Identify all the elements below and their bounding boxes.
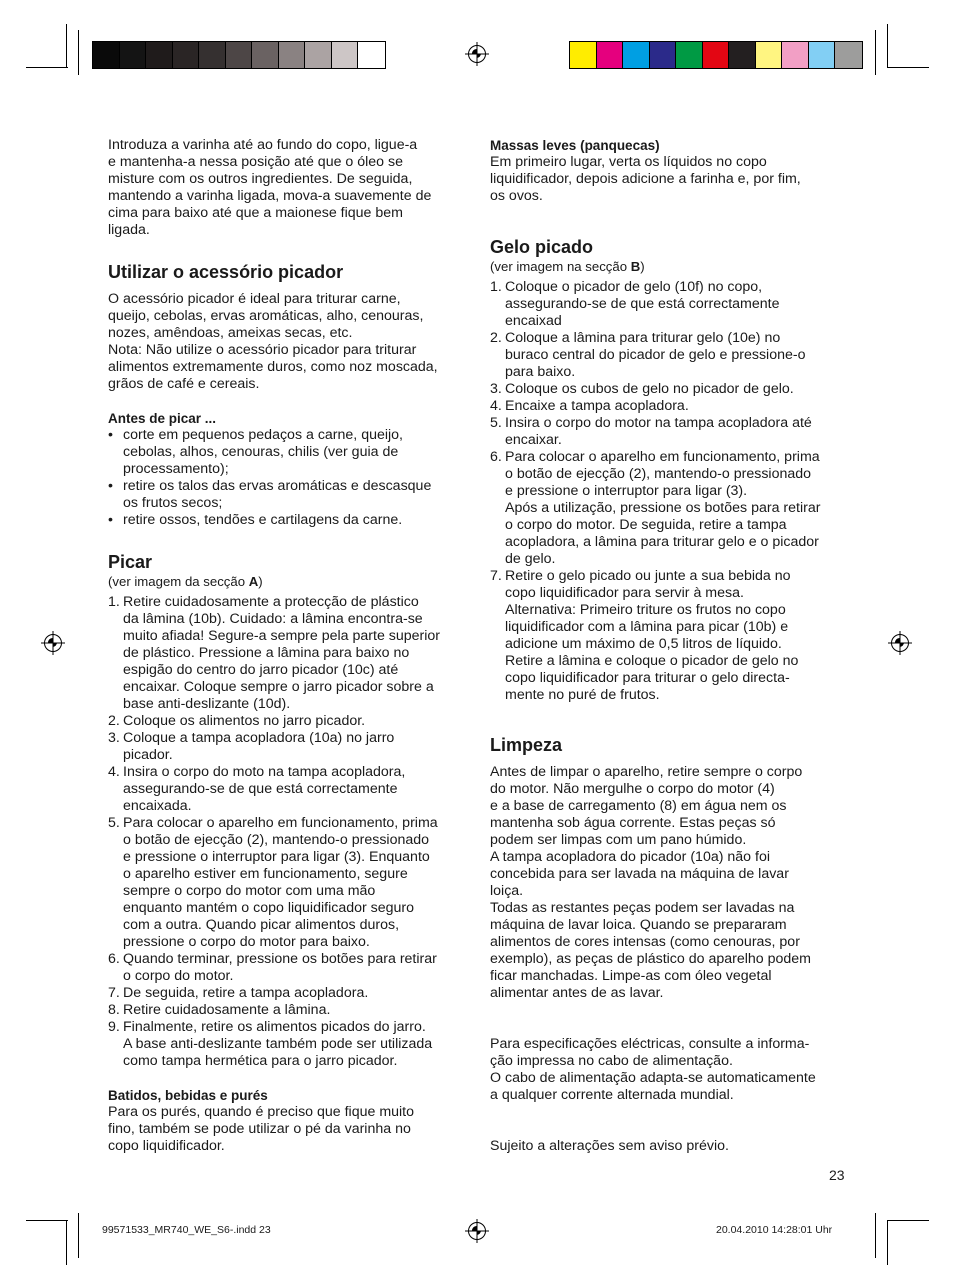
color-swatch (93, 42, 120, 68)
text-line: e pressione o interruptor para ligar (3). Enquanto (123, 849, 430, 865)
text-line: O cabo de alimentação adapta-se automaticamente (490, 1070, 816, 1086)
ref-text: ) (640, 259, 645, 274)
crop-mark (26, 1220, 68, 1221)
list-item (108, 427, 468, 478)
text-line: Encaixe a tampa acopladora. (505, 398, 689, 414)
text-line: da lâmina (10b). Cuidado: a lâmina encontra-se (123, 611, 423, 627)
text-line: queijo, cebolas, ervas aromáticas, alho, cenouras, (108, 308, 424, 324)
list-item (490, 415, 850, 449)
text-line: Para colocar o aparelho em funcionamento, prima (505, 449, 820, 465)
list-item (108, 985, 468, 1002)
chopper-heading: Utilizar o acessório picador (108, 262, 344, 282)
color-swatch (756, 42, 783, 68)
before-chopping-heading: Antes de picar ... (108, 411, 217, 426)
list-number: 7. (108, 985, 120, 1001)
footer-timestamp: 20.04.2010 14:28:01 Uhr (716, 1224, 833, 1236)
batter-heading: Massas leves (panquecas) (490, 138, 660, 153)
chop-section-reference (108, 573, 468, 590)
shakes-heading: Batidos, bebidas e purés (108, 1088, 268, 1103)
text-line: Após a utilização, pressione os botões para retirar (505, 500, 821, 516)
color-swatch (226, 42, 253, 68)
registration-mark-icon (891, 634, 909, 652)
text-line: encaixada. (123, 798, 192, 814)
color-swatch (676, 42, 703, 68)
color-swatch (279, 42, 306, 68)
text-line: Para os purés, quando é preciso que fique muito (108, 1104, 415, 1120)
ref-text: (ver imagem na secção (490, 259, 631, 274)
text-line: Coloque os cubos de gelo no picador de gelo. (505, 381, 794, 397)
list-item (490, 279, 850, 330)
text-line: fino, também se pode utilizar o pé da varinha no (108, 1121, 411, 1137)
process-color-bar (569, 41, 863, 69)
text-line: o corpo do motor. De seguida, retire a tampa (505, 517, 787, 533)
page-number: 23 (829, 1167, 845, 1183)
text-line: o botão de ejecção (2), mantendo-o pressionado (505, 466, 812, 482)
crop-mark (887, 24, 888, 68)
crop-mark (78, 30, 79, 75)
text-line: cebolas, alhos, cenouras, chilis (ver guia de (123, 444, 399, 460)
right-column (490, 137, 850, 1155)
text-line: do motor. Não mergulhe o corpo do motor (4) (490, 781, 775, 797)
text-line: copo liquidificador. (108, 1138, 225, 1154)
list-number: 4. (108, 764, 120, 780)
list-item (108, 1002, 468, 1019)
text-line: com a outra. Quando picar alimentos duros, (123, 917, 400, 933)
color-swatch (835, 42, 862, 68)
text-line: alimentar antes de as lavar. (490, 985, 664, 1001)
color-swatch (570, 42, 597, 68)
cleaning-text (490, 764, 850, 1002)
list-item (108, 1019, 468, 1070)
text-line: alimentos extremamente duros, como noz moscada, (108, 359, 438, 375)
text-line: Coloque os alimentos no jarro picador. (123, 713, 366, 729)
text-line: a qualquer corrente alternada mundial. (490, 1087, 734, 1103)
text-line: o corpo do motor. (123, 968, 234, 984)
list-item (490, 381, 850, 398)
text-line: os frutos secos; (123, 495, 223, 511)
text-line: Finalmente, retire os alimentos picados do jarro. (123, 1019, 426, 1035)
text-line: encaixar. (505, 432, 562, 448)
text-line: encaixar. Coloque sempre o jarro picador sobre a (123, 679, 434, 695)
text-line: loiça. (490, 883, 524, 899)
text-line: De seguida, retire a tampa acopladora. (123, 985, 369, 1001)
color-swatch (146, 42, 173, 68)
list-item (108, 594, 468, 713)
text-line: misture com os outros ingredientes. De seguida, (108, 171, 413, 187)
list-number: 8. (108, 1002, 120, 1018)
color-swatch (199, 42, 226, 68)
list-number: 6. (490, 449, 502, 465)
text-line: grãos de café e cereais. (108, 376, 260, 392)
text-line: máquina de lavar loica. Quando se prepararam (490, 917, 787, 933)
text-line: sempre o corpo do motor com uma mão (123, 883, 376, 899)
list-item (108, 764, 468, 815)
text-line: para baixo. (505, 364, 576, 380)
crop-mark (887, 67, 929, 68)
text-line: buraco central do picador de gelo e pressione-o (505, 347, 806, 363)
mayonnaise-instructions (108, 137, 468, 239)
before-chopping-list (108, 427, 468, 529)
list-number: 3. (490, 381, 502, 397)
text-line: de gelo. (505, 551, 556, 567)
list-item (108, 730, 468, 764)
color-swatch (305, 42, 332, 68)
list-number: 4. (490, 398, 502, 414)
list-item (108, 713, 468, 730)
list-number: 5. (490, 415, 502, 431)
text-line: assegurando-se de que está correctamente (123, 781, 398, 797)
text-line: Quando terminar, pressione os botões para retirar (123, 951, 437, 967)
text-line: Retire cuidadosamente a lâmina. (123, 1002, 331, 1018)
ref-letter: A (248, 574, 259, 589)
text-line: alimentos de cores intensas (como cenouras, por (490, 934, 800, 950)
text-line: Para colocar o aparelho em funcionamento, prima (123, 815, 438, 831)
list-number: 1. (490, 279, 502, 295)
text-line: retire os talos das ervas aromáticas e descasque (123, 478, 432, 494)
text-line: Nota: Não utilize o acessório picador para triturar (108, 342, 417, 358)
text-line: e mantenha-a nessa posição até que o óleo se (108, 154, 403, 170)
text-line: corte em pequenos pedaços a carne, queijo, (123, 427, 403, 443)
text-line: exemplo), as peças de plástico do aparelho podem (490, 951, 811, 967)
text-line: como tampa hermética para o jarro picador. (123, 1053, 398, 1069)
crop-mark (66, 24, 67, 68)
text-line: ficar manchadas. Limpe-as com óleo vegetal (490, 968, 772, 984)
list-item (490, 568, 850, 704)
crop-mark (887, 1220, 929, 1221)
text-line: os ovos. (490, 188, 543, 204)
ice-steps-list (490, 279, 850, 704)
text-line: adicione um máximo de 0,5 litros de líquido. (505, 636, 782, 652)
shakes-text (108, 1104, 468, 1155)
ref-letter: B (630, 259, 641, 274)
color-swatch (650, 42, 677, 68)
color-swatch (623, 42, 650, 68)
text-line: podem ser limpas com um pano húmido. (490, 832, 747, 848)
cleaning-heading: Limpeza (490, 735, 563, 755)
bullet-icon: • (108, 478, 113, 494)
list-item (490, 449, 850, 568)
text-line: liquidificador com a lâmina para picar (10b) e (505, 619, 789, 635)
list-item (108, 951, 468, 985)
text-line: assegurando-se de que está correctamente (505, 296, 780, 312)
text-line: Coloque a lâmina para triturar gelo (10e) no (505, 330, 781, 346)
bullet-icon: • (108, 512, 113, 528)
crop-mark (78, 1213, 79, 1258)
text-line: Coloque a tampa acopladora (10a) no jarro (123, 730, 395, 746)
text-line: pressione o corpo do motor para baixo. (123, 934, 370, 950)
grayscale-color-bar (92, 41, 386, 69)
list-item (490, 398, 850, 415)
color-swatch (782, 42, 809, 68)
list-item (490, 330, 850, 381)
registration-mark-icon (468, 45, 486, 63)
color-swatch (809, 42, 836, 68)
text-line: Coloque o picador de gelo (10f) no copo, (505, 279, 763, 295)
electrical-text (490, 1036, 850, 1104)
text-line: copo liquidificador para triturar o gelo directa- (505, 670, 790, 686)
text-line: Retire o gelo picado ou junte a sua bebida no (505, 568, 791, 584)
text-line: e pressione o interruptor para ligar (3). (505, 483, 748, 499)
text-line: o aparelho estiver em funcionamento, segure (123, 866, 408, 882)
text-line: acopladora, a lâmina para triturar gelo e o picador (505, 534, 819, 550)
color-swatch (703, 42, 730, 68)
list-number: 7. (490, 568, 502, 584)
list-number: 5. (108, 815, 120, 831)
text-line: O acessório picador é ideal para triturar carne, (108, 291, 401, 307)
list-number: 2. (490, 330, 502, 346)
color-swatch (173, 42, 200, 68)
batter-text (490, 154, 850, 205)
text-line: Todas as restantes peças podem ser lavadas na (490, 900, 795, 916)
text-line: Antes de limpar o aparelho, retire sempre o corpo (490, 764, 803, 780)
crop-mark (66, 1220, 67, 1265)
text-line: nozes, amêndoas, ameixas secas, etc. (108, 325, 353, 341)
text-line: o botão de ejecção (2), mantendo-o pressionado (123, 832, 430, 848)
crushed-ice-heading: Gelo picado (490, 237, 594, 257)
left-column (108, 137, 468, 1155)
text-line: de plástico. Pressione a lâmina para baixo no (123, 645, 410, 661)
notice-text: Sujeito a alterações sem aviso prévio. (490, 1138, 729, 1154)
text-line: cima para baixo até que a maionese fique bem (108, 205, 403, 221)
text-line: Retire cuidadosamente a protecção de plástico (123, 594, 419, 610)
crop-mark (875, 30, 876, 75)
text-line: encaixad (505, 313, 562, 329)
ref-text: (ver imagem da secção (108, 574, 249, 589)
text-line: e a base de carregamento (8) em água nem os (490, 798, 787, 814)
registration-mark-icon (44, 634, 62, 652)
text-line: mente no puré de frutos. (505, 687, 660, 703)
text-line: Introduza a varinha até ao fundo do copo, ligue-a (108, 137, 418, 153)
text-line: ção impressa no cabo de alimentação. (490, 1053, 733, 1069)
list-number: 9. (108, 1019, 120, 1035)
color-swatch (332, 42, 359, 68)
text-line: Em primeiro lugar, verta os líquidos no copo (490, 154, 767, 170)
text-line: concebida para ser lavada na máquina de lavar (490, 866, 789, 882)
text-line: Insira o corpo do motor na tampa acopladora até (505, 415, 812, 431)
ice-section-reference (490, 258, 850, 275)
text-line: Alternativa: Primeiro triture os frutos no copo (505, 602, 786, 618)
text-line: enquanto mantém o copo liquidificador seguro (123, 900, 415, 916)
list-number: 1. (108, 594, 120, 610)
text-line: processamento); (123, 461, 229, 477)
list-number: 3. (108, 730, 120, 746)
text-line: mantenha sob água corrente. Estas peças só (490, 815, 776, 831)
crop-mark (887, 1220, 888, 1265)
chop-steps-list (108, 594, 468, 1070)
list-number: 2. (108, 713, 120, 729)
list-item (108, 478, 468, 512)
text-line: retire ossos, tendões e cartilagens da carne. (123, 512, 403, 528)
text-line: picador. (123, 747, 173, 763)
color-swatch (597, 42, 624, 68)
text-line: ligada. (108, 222, 150, 238)
text-line: Retire a lâmina e coloque o picador de gelo no (505, 653, 799, 669)
list-number: 6. (108, 951, 120, 967)
text-line: Para especificações eléctricas, consulte a informa- (490, 1036, 810, 1052)
registration-mark-icon (468, 1222, 486, 1240)
text-line: espigão do centro do jarro picador (10c) até (123, 662, 399, 678)
text-line: base anti-deslizante (10d). (123, 696, 291, 712)
ref-text: ) (258, 574, 263, 589)
text-line: A base anti-deslizante também pode ser utilizada (123, 1036, 433, 1052)
text-line: liquidificador, depois adicione a farinha e, por fim, (490, 171, 801, 187)
bullet-icon: • (108, 427, 113, 443)
text-line: Insira o corpo do moto na tampa acopladora, (123, 764, 406, 780)
crop-mark (875, 1213, 876, 1258)
color-swatch (729, 42, 756, 68)
color-swatch (252, 42, 279, 68)
text-line: mantendo a varinha ligada, mova-a suavemente de (108, 188, 432, 204)
text-line: copo liquidificador para servir à mesa. (505, 585, 744, 601)
chop-heading: Picar (108, 552, 153, 572)
color-swatch (120, 42, 147, 68)
list-item (108, 815, 468, 951)
footer-filename: 99571533_MR740_WE_S6-.indd 23 (102, 1224, 271, 1236)
text-line: muito afiada! Segure-a sempre pela parte superior (123, 628, 441, 644)
chopper-description (108, 291, 468, 393)
text-line: A tampa acopladora do picador (10a) não foi (490, 849, 770, 865)
color-swatch (358, 42, 385, 68)
list-item (108, 512, 468, 529)
crop-mark (26, 67, 68, 68)
